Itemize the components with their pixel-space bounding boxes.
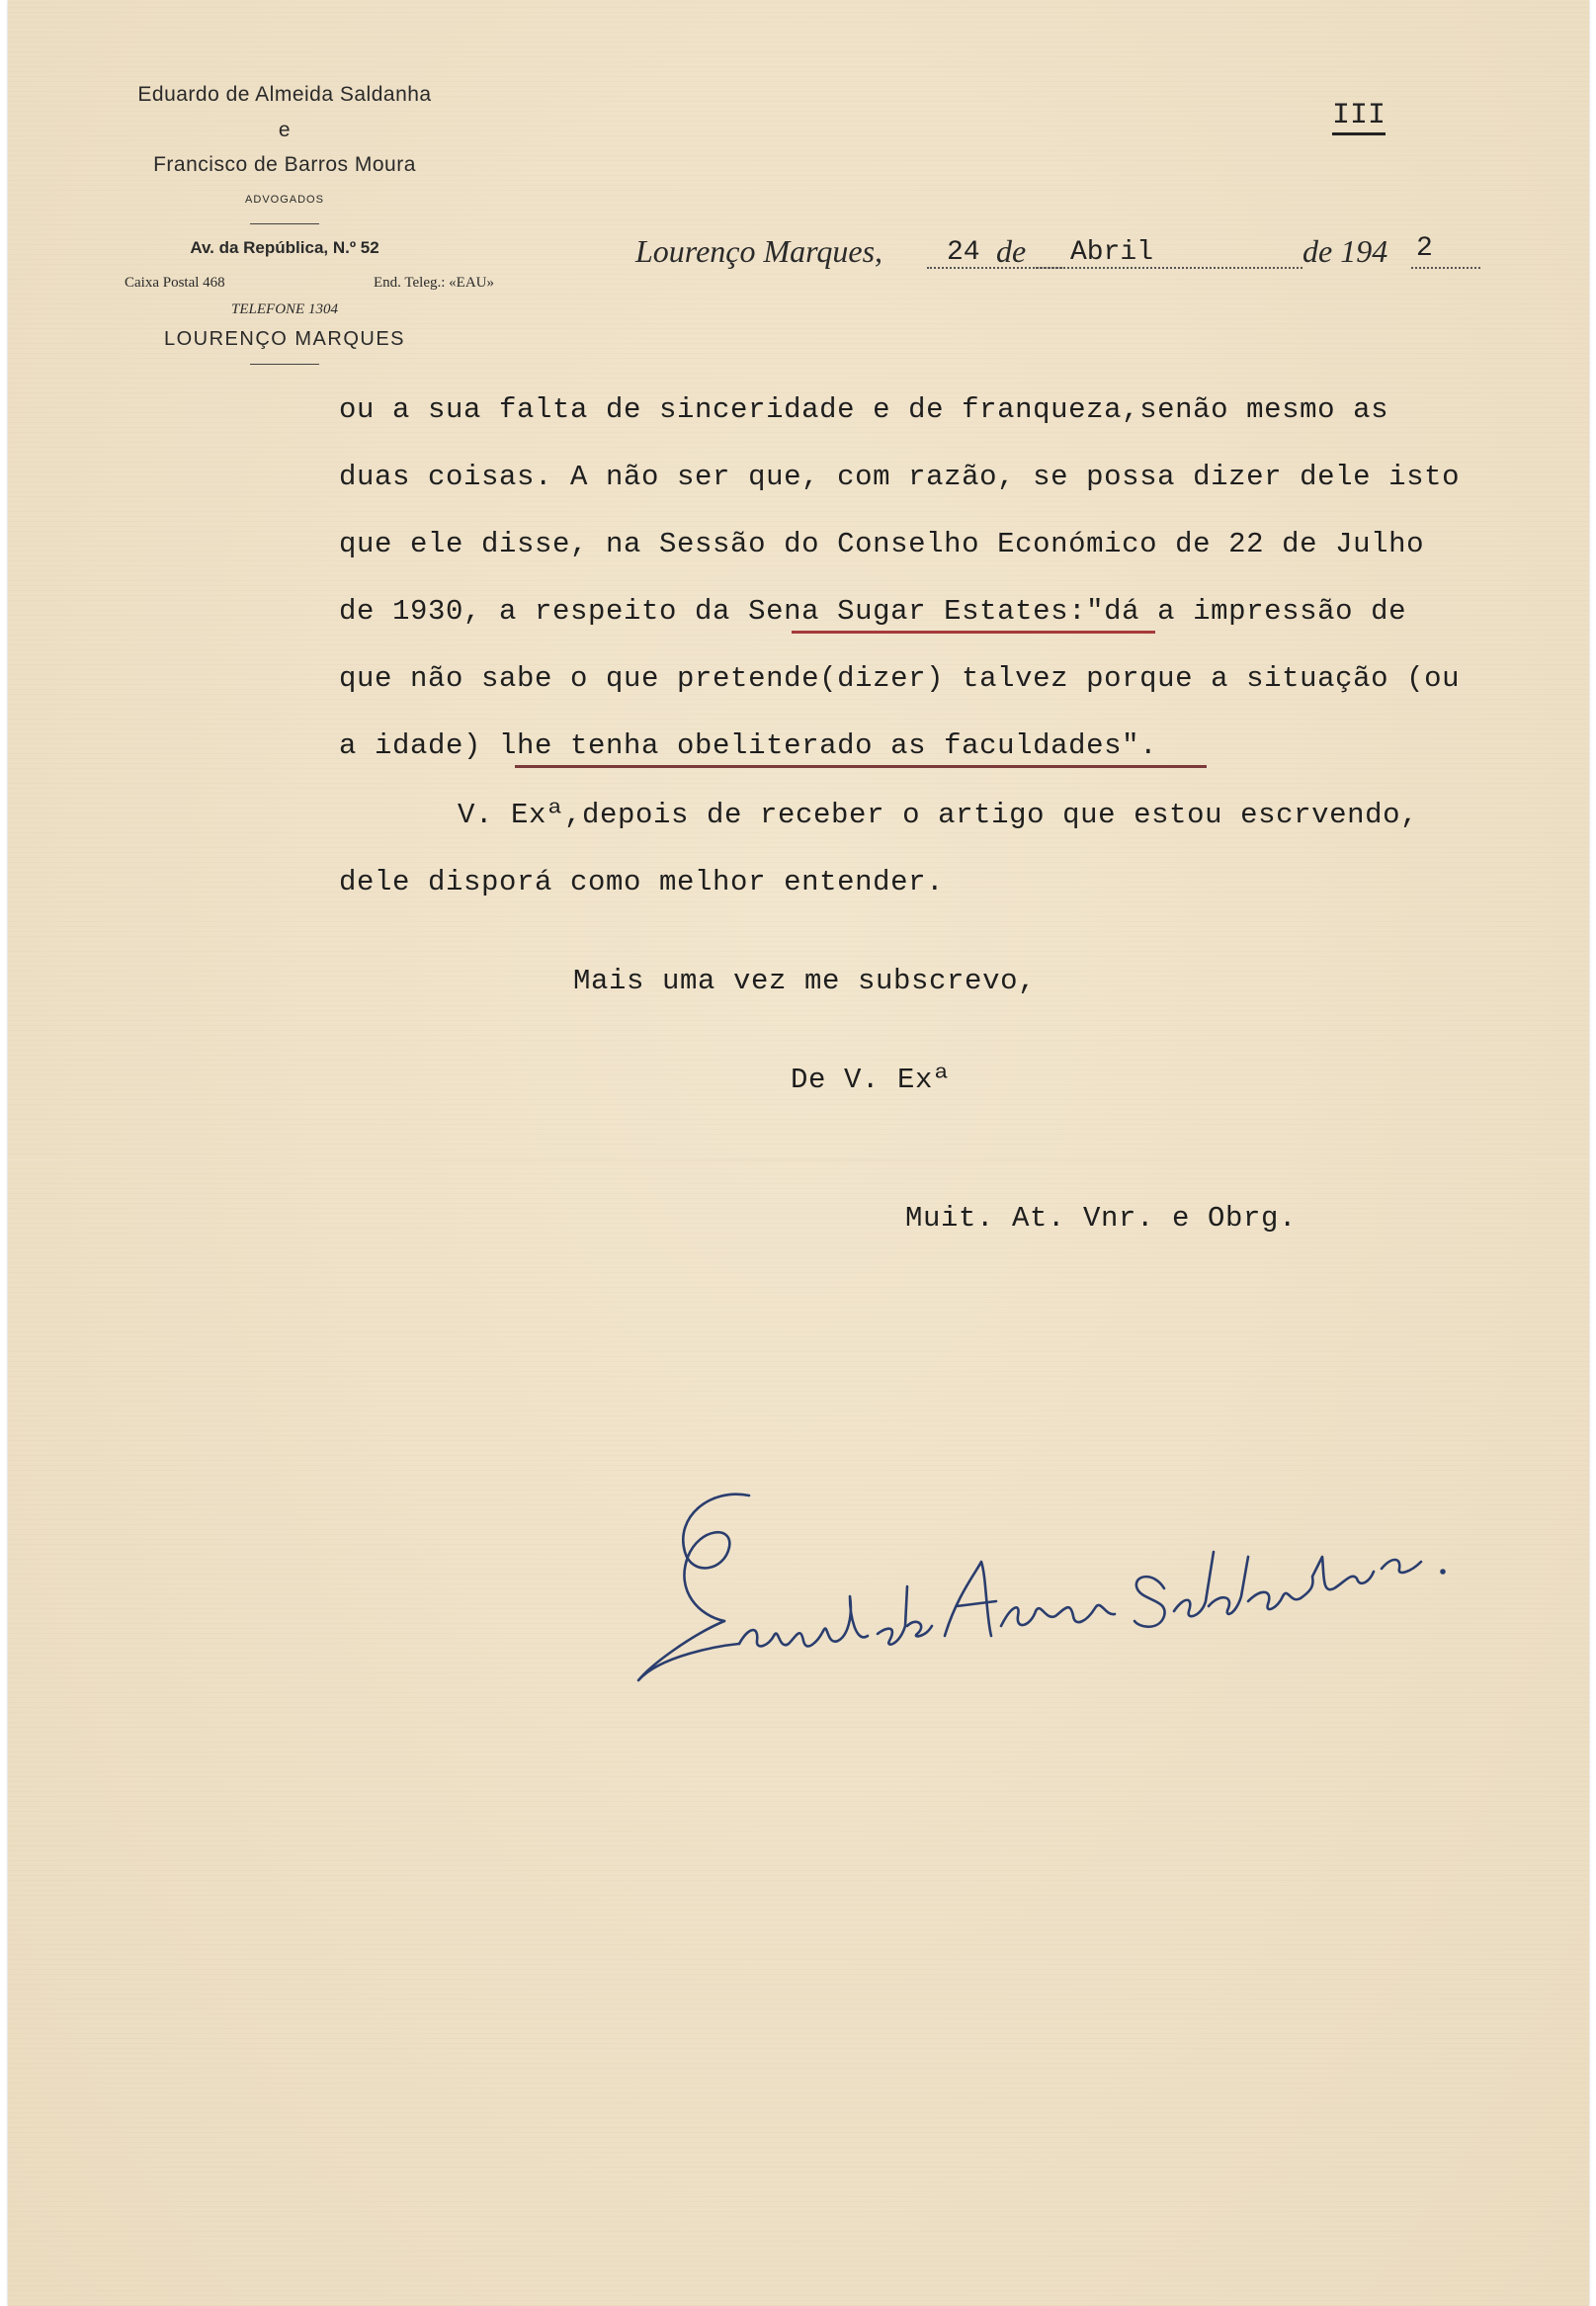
body-line-2: duas coisas. A não ser que, com razão, se possa dizer dele isto xyxy=(339,461,1461,493)
paper-fold xyxy=(8,1158,1589,1161)
handwritten-signature xyxy=(630,1478,1520,1715)
date-year-dots xyxy=(1411,267,1480,269)
letterhead-conjunction: e xyxy=(278,119,292,141)
letterhead-postbox: Caixa Postal 468 xyxy=(125,275,225,291)
body-line-4: de 1930, a respeito da Sena Sugar Estates:"dá a impressão de xyxy=(339,595,1407,628)
letterhead-rule-bottom xyxy=(250,364,319,365)
date-year-digit: 2 xyxy=(1416,233,1433,264)
date-de-2: de 194 xyxy=(1302,233,1388,269)
letterhead-profession: ADVOGADOS xyxy=(245,194,324,206)
letterhead-name-1: Eduardo de Almeida Saldanha xyxy=(137,83,432,106)
underline-sena-sugar xyxy=(792,631,1155,634)
underline-quote xyxy=(515,765,1207,768)
body-line-6: a idade) lhe tenha obeliterado as faculdades". xyxy=(339,729,1158,762)
date-day: 24 xyxy=(947,237,980,268)
closing-line-1: Mais uma vez me subscrevo, xyxy=(573,965,1037,997)
body-p2-line-2: dele disporá como melhor entender. xyxy=(339,866,945,898)
date-place: Lourenço Marques, xyxy=(635,233,883,269)
page-number: III xyxy=(1332,101,1386,135)
letterhead-address: Av. da República, N.º 52 xyxy=(190,238,379,257)
letterhead-city: LOURENÇO MARQUES xyxy=(163,328,406,350)
body-line-1: ou a sua falta de sinceridade e de franqueza,senão mesmo as xyxy=(339,393,1389,426)
closing-line-3: Muit. At. Vnr. e Obrg. xyxy=(905,1202,1298,1235)
letterhead-rule-top xyxy=(250,223,319,224)
body-line-5: que não sabe o que pretende(dizer) talvez porque a situação (ou xyxy=(339,662,1461,695)
letterhead-telegraph: End. Teleg.: «EAU» xyxy=(374,275,494,291)
letter-page xyxy=(8,0,1589,2306)
letterhead-phone: TELEFONE 1304 xyxy=(231,301,338,317)
date-month: Abril xyxy=(1070,237,1154,268)
closing-line-2: De V. Exª xyxy=(791,1064,952,1096)
letterhead-name-2: Francisco de Barros Moura xyxy=(153,153,416,176)
date-de-1: de xyxy=(996,233,1027,269)
body-p2-line-1: V. Exª,depois de receber o artigo que estou escrvendo, xyxy=(458,799,1419,831)
body-line-3: que ele disse, na Sessão do Conselho Económico de 22 de Julho xyxy=(339,528,1425,560)
